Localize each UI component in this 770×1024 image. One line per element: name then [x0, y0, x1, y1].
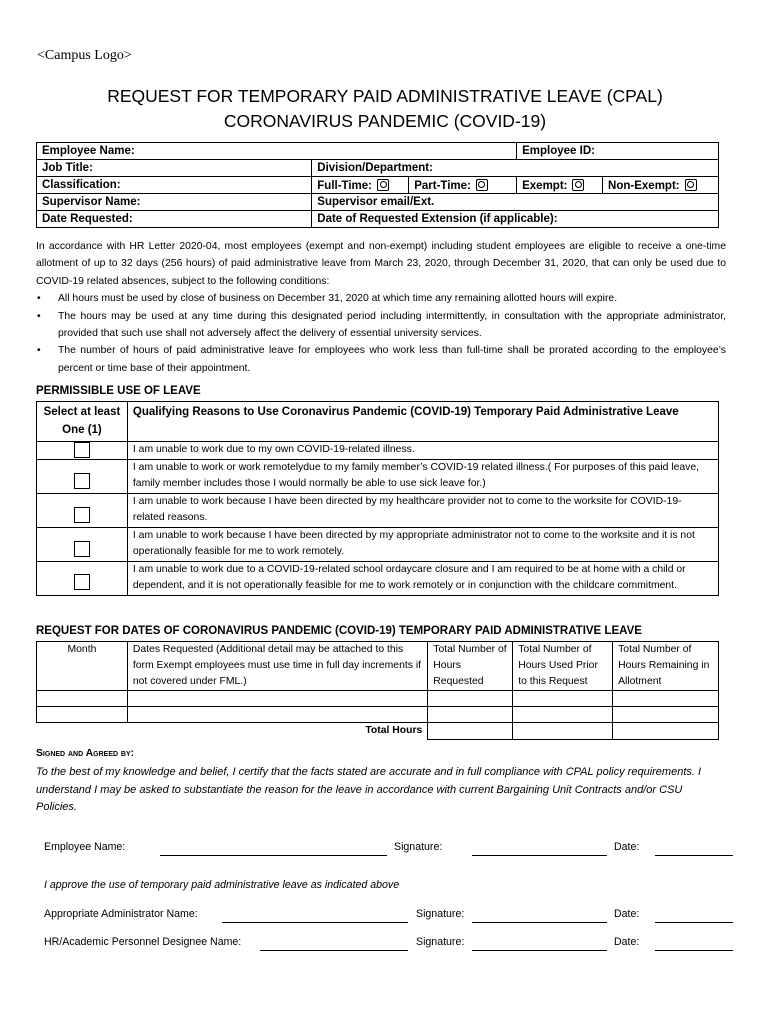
date-entry-row — [37, 707, 719, 723]
part-time-label: Part-Time: — [414, 179, 471, 192]
total-remaining-cell[interactable] — [613, 723, 719, 740]
reason-checkbox[interactable] — [74, 473, 90, 489]
approval-statement: I approve the use of temporary paid administrative leave as indicated above — [44, 879, 400, 891]
total-row — [37, 723, 719, 740]
hours-requested-cell[interactable] — [428, 707, 513, 723]
reason-text: I am unable to work because I have been directed by my appropriate administrator not to come to the worksite and it is not operationally feasible for me to work remotely. — [127, 527, 718, 561]
condition-item: • All hours must be used by close of business on December 31, 2020 at which time any remaining allotted hours will expire. — [58, 290, 726, 307]
month-cell[interactable] — [37, 707, 128, 723]
date-requested-field[interactable]: Date Requested: — [37, 211, 312, 228]
reason-text: I am unable to work due to a COVID-19-related school ordaycare closure and I am required to be at home with a child or dependent, and it is not operationally feasible for me to work remotely or in conjunction with the childcare commitment. — [127, 561, 718, 595]
full-time-option[interactable] — [312, 177, 409, 194]
hours-remaining-header: Total Number of Hours Remaining in Allotment — [613, 642, 719, 691]
hours-requested-cell[interactable] — [428, 691, 513, 707]
classification-label: Classification: — [37, 177, 312, 194]
hr-date-label: Date: — [614, 936, 640, 948]
certification-statement: To the best of my knowledge and belief, I certify that the facts stated are accurate and in full compliance with CPAL policy requirements. I understand I may be asked to substantiate the reason for the leave in accordance with current Bargaining Unit Contracts and/or CSU Policies. — [36, 766, 702, 813]
exempt-radio[interactable] — [572, 179, 584, 191]
part-time-option[interactable] — [409, 177, 517, 194]
exempt-label: Exempt: — [522, 179, 568, 192]
supervisor-name-field[interactable]: Supervisor Name: — [37, 194, 312, 211]
non-exempt-option[interactable] — [603, 177, 719, 194]
campus-logo-placeholder: <Campus Logo> — [37, 48, 132, 63]
hours-remaining-cell[interactable] — [613, 707, 719, 723]
supervisor-email-field[interactable]: Supervisor email/Ext. — [312, 194, 719, 211]
employee-name-field[interactable]: Employee Name: — [37, 143, 517, 160]
employee-name-sign-line[interactable] — [160, 855, 387, 856]
month-cell[interactable] — [37, 691, 128, 707]
reason-row — [37, 527, 719, 561]
date-extension-field[interactable]: Date of Requested Extension (if applicable): — [312, 211, 719, 228]
admin-signature-label: Signature: — [416, 908, 465, 920]
total-hours-requested-header: Total Number of Hours Requested — [428, 642, 513, 691]
conditions-list — [36, 290, 726, 377]
permissible-use-heading: PERMISSIBLE USE OF LEAVE — [36, 385, 201, 397]
employee-name-sign-label: Employee Name: — [44, 841, 126, 853]
intro-paragraph: In accordance with HR Letter 2020-04, most employees (exempt and non-exempt) including student employees are eligible to receive a one-time allotment of up to 32 days (256 hours) of paid administrative leave from March 23, 2020, through December 31, 2020, that can only be used due to COVID-19 related absences, subject to the following conditions: — [36, 241, 726, 287]
reason-text: I am unable to work due to my own COVID-19-related illness. — [127, 442, 718, 460]
hours-used-header: Total Number of Hours Used Prior to this Request — [513, 642, 613, 691]
form-title-line-1: REQUEST FOR TEMPORARY PAID ADMINISTRATIVE LEAVE (CPAL) — [107, 86, 663, 106]
hr-date-line[interactable] — [655, 950, 733, 951]
reasons-column-header: Qualifying Reasons to Use Coronavirus Pandemic (COVID-19) Temporary Paid Administrative Leave — [127, 402, 718, 442]
qualifying-reasons-table — [36, 401, 719, 596]
reason-text: I am unable to work because I have been directed by my healthcare provider not to come to the worksite for COVID-19-related reasons. — [127, 493, 718, 527]
month-column-header: Month — [37, 642, 128, 691]
form-title-line-2: CORONAVIRUS PANDEMIC (COVID-19) — [223, 111, 547, 131]
non-exempt-label: Non-Exempt: — [608, 179, 680, 192]
hr-signature-line[interactable] — [472, 950, 607, 951]
leave-dates-table — [36, 641, 719, 740]
employee-date-line[interactable] — [655, 855, 733, 856]
reason-row — [37, 493, 719, 527]
reason-row — [37, 561, 719, 595]
hr-name-label: HR/Academic Personnel Designee Name: — [44, 936, 242, 948]
reason-text: I am unable to work or work remotelydue to my family member’s COVID-19 related illness.( For purposes of this paid leave, family member includes those I would normally be able to use sick leave for.) — [127, 459, 718, 493]
employee-signature-label: Signature: — [394, 841, 443, 853]
reason-row — [37, 442, 719, 460]
eligibility-intro — [36, 238, 726, 377]
full-time-label: Full-Time: — [317, 179, 373, 192]
reason-row — [37, 459, 719, 493]
dates-cell[interactable] — [127, 691, 427, 707]
admin-date-line[interactable] — [655, 922, 733, 923]
admin-signature-line[interactable] — [472, 922, 607, 923]
condition-item: • The number of hours of paid administrative leave for employees who work less than full-time shall be prorated according to the employee’s percent or time base of their appointment. — [58, 342, 726, 377]
date-entry-row — [37, 691, 719, 707]
division-field[interactable]: Division/Department: — [312, 160, 719, 177]
select-column-header: Select at least One (1) — [37, 402, 128, 442]
dates-cell[interactable] — [127, 707, 427, 723]
hours-used-cell[interactable] — [513, 707, 613, 723]
non-exempt-radio[interactable] — [685, 179, 697, 191]
total-requested-cell[interactable] — [428, 723, 513, 740]
hr-signature-label: Signature: — [416, 936, 465, 948]
reason-checkbox[interactable] — [74, 541, 90, 557]
hours-remaining-cell[interactable] — [613, 691, 719, 707]
reason-checkbox[interactable] — [74, 442, 90, 458]
dates-column-header: Dates Requested (Additional detail may be attached to this form Exempt employees must use time in full day increments if not covered under FML.) — [127, 642, 427, 691]
exempt-option[interactable] — [517, 177, 603, 194]
job-title-field[interactable]: Job Title: — [37, 160, 312, 177]
signed-agreed-heading: Signed and Agreed by: — [36, 748, 135, 759]
part-time-radio[interactable] — [476, 179, 488, 191]
condition-item: • The hours may be used at any time during this designated period including intermittently, in consultation with the appropriate administrator, provided that such use shall not adversely affect the delivery of essential university services. — [58, 308, 726, 343]
admin-name-line[interactable] — [222, 922, 408, 923]
employee-id-field[interactable]: Employee ID: — [517, 143, 719, 160]
total-used-cell[interactable] — [513, 723, 613, 740]
admin-date-label: Date: — [614, 908, 640, 920]
request-dates-heading: REQUEST FOR DATES OF CORONAVIRUS PANDEMIC (COVID-19) TEMPORARY PAID ADMINISTRATIVE LEAVE — [36, 625, 642, 637]
hr-name-line[interactable] — [260, 950, 408, 951]
reason-checkbox[interactable] — [74, 507, 90, 523]
employee-signature-line[interactable] — [472, 855, 607, 856]
reason-checkbox[interactable] — [74, 574, 90, 590]
hours-used-cell[interactable] — [513, 691, 613, 707]
full-time-radio[interactable] — [377, 179, 389, 191]
employee-info-table — [36, 142, 719, 228]
employee-date-label: Date: — [614, 841, 640, 853]
admin-name-label: Appropriate Administrator Name: — [44, 908, 198, 920]
total-hours-label: Total Hours — [127, 723, 427, 740]
